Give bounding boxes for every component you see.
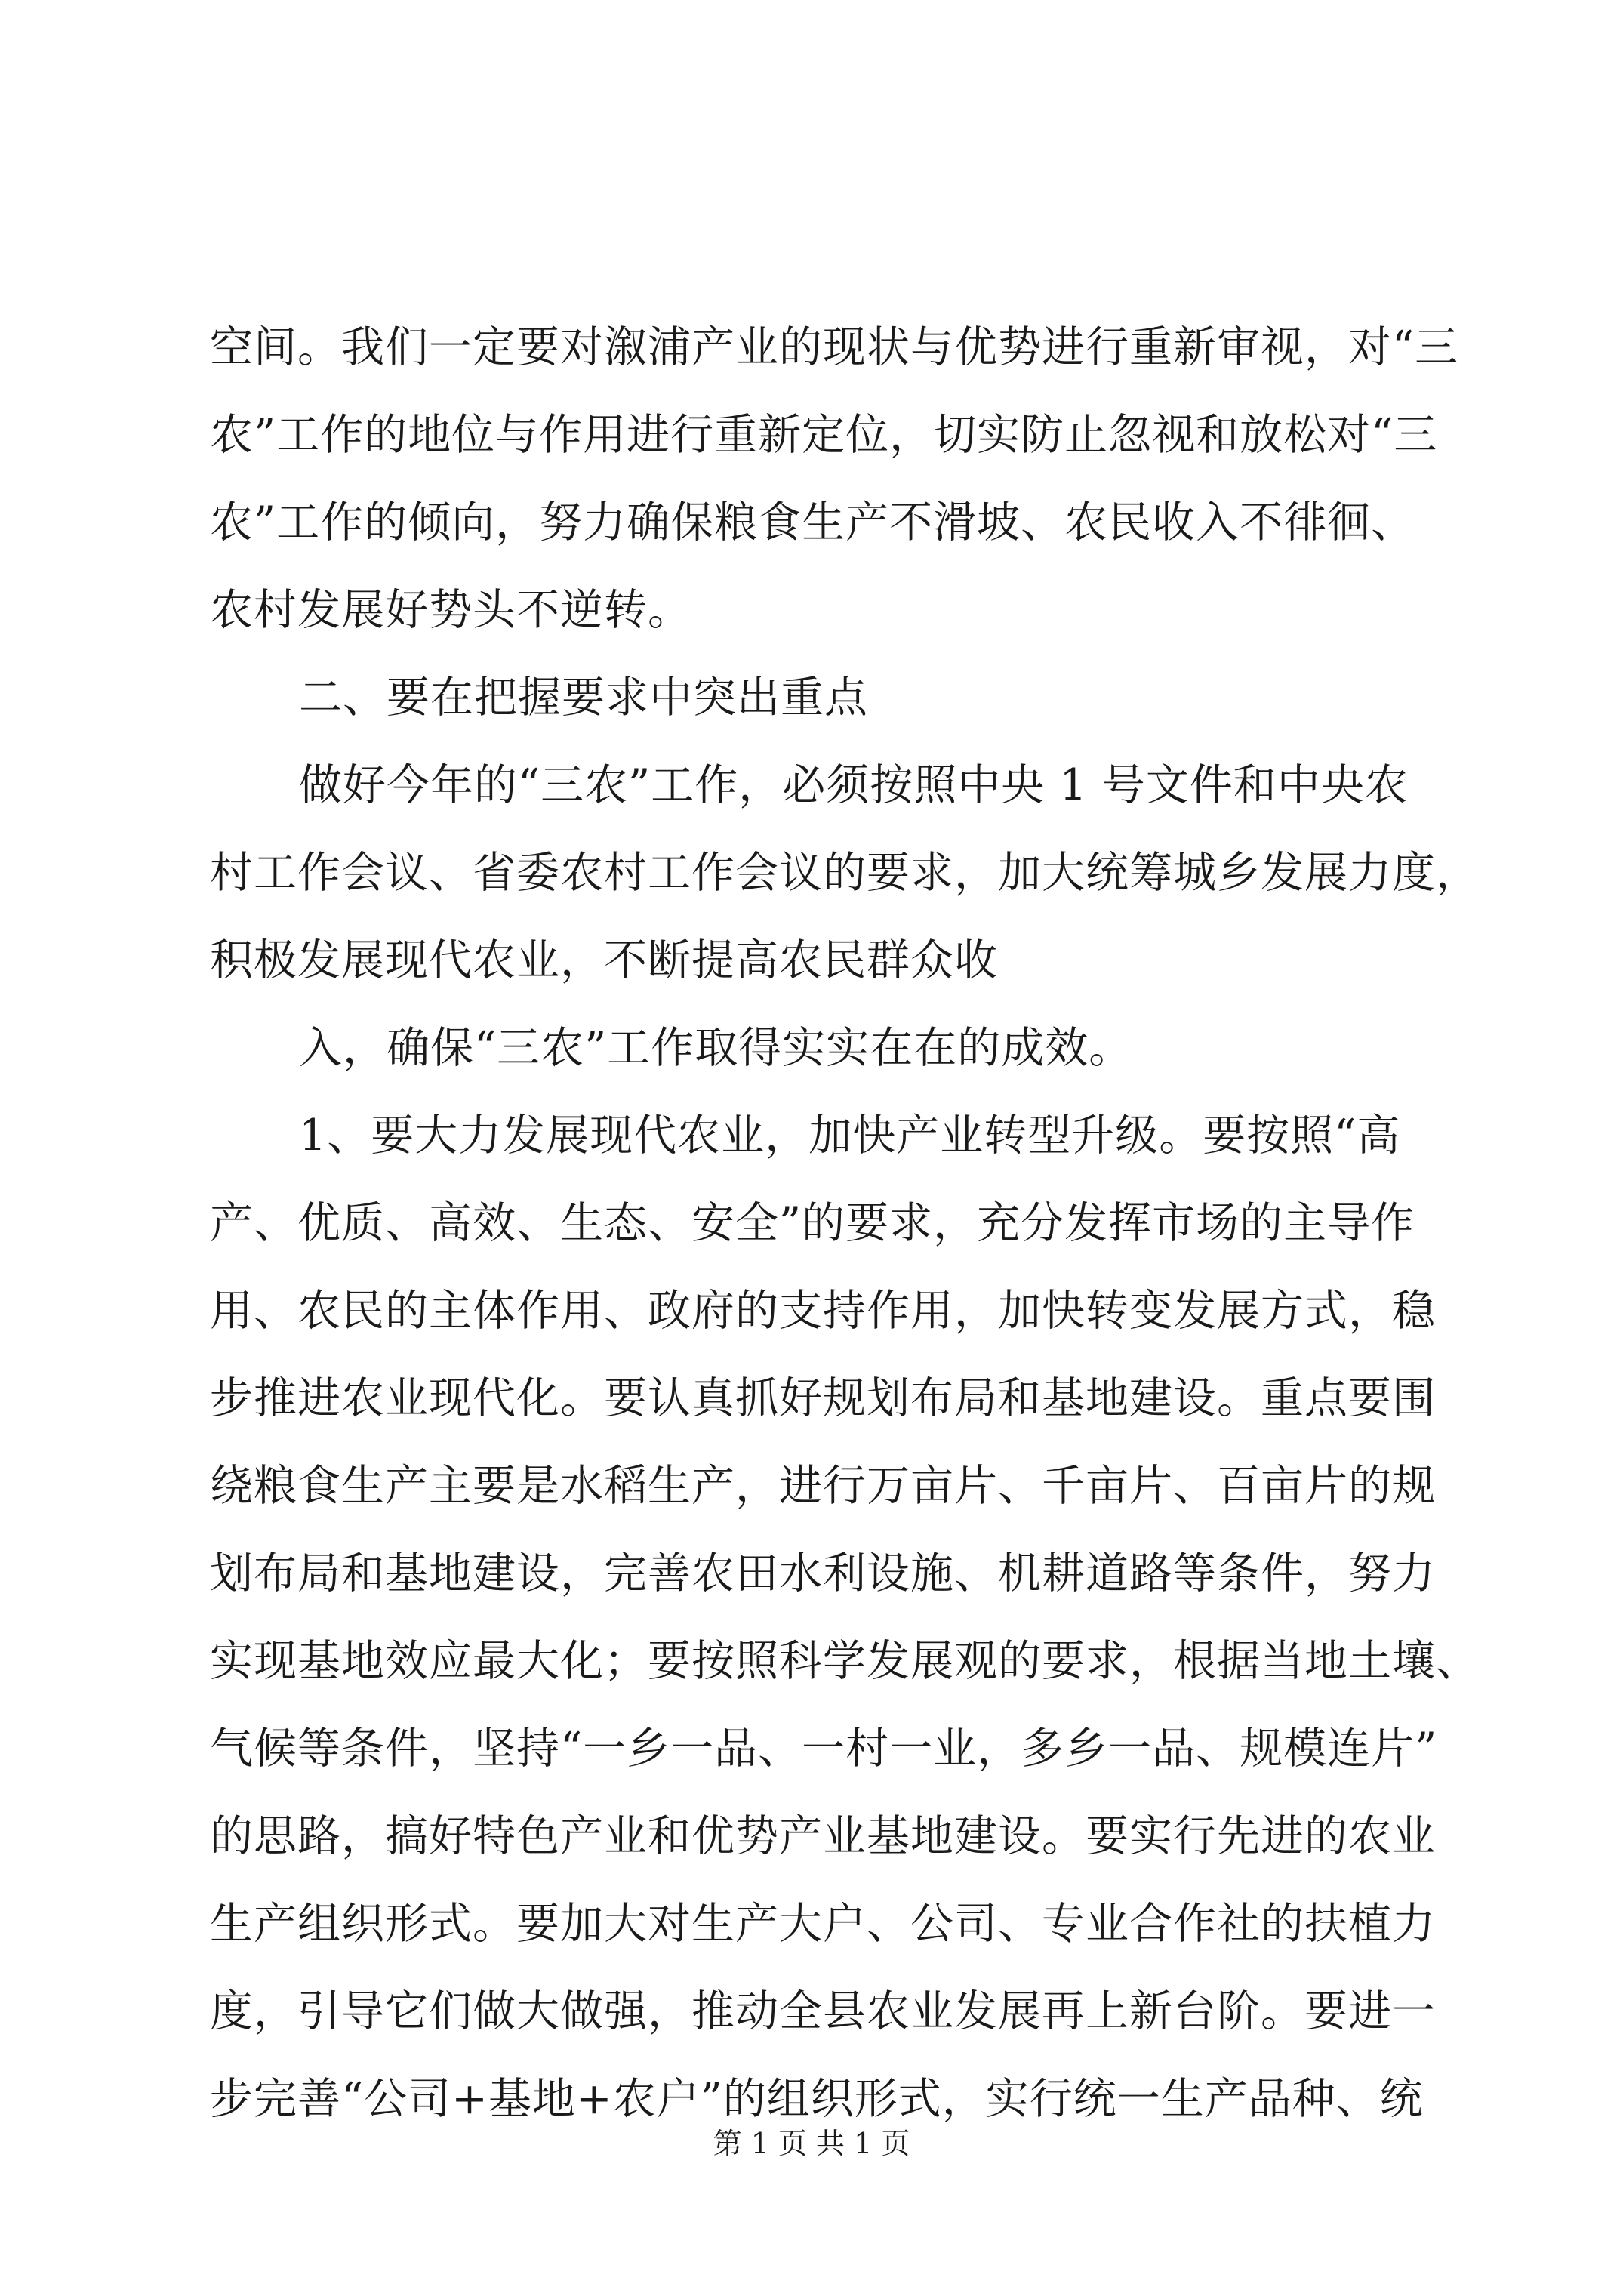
text-line: 农”工作的地位与作用进行重新定位，切实防止忽视和放松对“三 bbox=[210, 410, 1438, 460]
page-number-label: 第 1 页 共 1 页 bbox=[713, 2127, 910, 2160]
text-line: 生产组织形式。要加大对生产大户、公司、专业合作社的扶植力 bbox=[210, 1899, 1436, 1949]
text-line: 农村发展好势头不逆转。 bbox=[210, 585, 691, 635]
document-body bbox=[210, 304, 1480, 2143]
text-line: 度，引导它们做大做强，推动全县农业发展再上新台阶。要进一 bbox=[210, 1986, 1436, 2036]
text-line: 的思路，搞好特色产业和优势产业基地建设。要实行先进的农业 bbox=[210, 1811, 1436, 1861]
text-line: 用、农民的主体作用、政府的支持作用，加快转变发展方式，稳 bbox=[210, 1286, 1436, 1336]
text-line: 实现基地效应最大化；要按照科学发展观的要求，根据当地土壤、 bbox=[210, 1636, 1480, 1686]
page-footer bbox=[0, 2125, 1623, 2162]
text-line: 做好今年的“三农”工作，必须按照中央 1 号文件和中央农 bbox=[299, 760, 1409, 810]
text-line: 积极发展现代农业，不断提高农民群众收 bbox=[210, 935, 998, 985]
text-line: 绕粮食生产主要是水稻生产，进行万亩片、千亩片、百亩片的规 bbox=[210, 1461, 1436, 1511]
text-line: 产、优质、高效、生态、安全”的要求，充分发挥市场的主导作 bbox=[210, 1198, 1415, 1248]
text-line: 划布局和基地建设，完善农田水利设施、机耕道路等条件，努力 bbox=[210, 1549, 1436, 1598]
text-line: 二、要在把握要求中突出重点 bbox=[299, 673, 868, 723]
text-line: 步完善“公司+基地+农户”的组织形式，实行统一生产品种、统 bbox=[210, 2074, 1424, 2124]
text-line: 气候等条件，坚持“一乡一品、一村一业，多乡一品、规模连片” bbox=[210, 1724, 1438, 1774]
text-line: 空间。我们一定要对溆浦产业的现状与优势进行重新审视，对“三 bbox=[210, 322, 1459, 372]
text-line: 农”工作的倾向，努力确保粮食生产不滑坡、农民收入不徘徊、 bbox=[210, 498, 1415, 547]
text-line: 1、要大力发展现代农业，加快产业转型升级。要按照“高 bbox=[299, 1111, 1401, 1160]
text-line: 村工作会议、省委农村工作会议的要求，加大统筹城乡发展力度， bbox=[210, 848, 1480, 898]
text-line: 步推进农业现代化。要认真抓好规划布局和基地建设。重点要围 bbox=[210, 1373, 1436, 1423]
text-line: 入，确保“三农”工作取得实实在在的成效。 bbox=[299, 1023, 1133, 1073]
